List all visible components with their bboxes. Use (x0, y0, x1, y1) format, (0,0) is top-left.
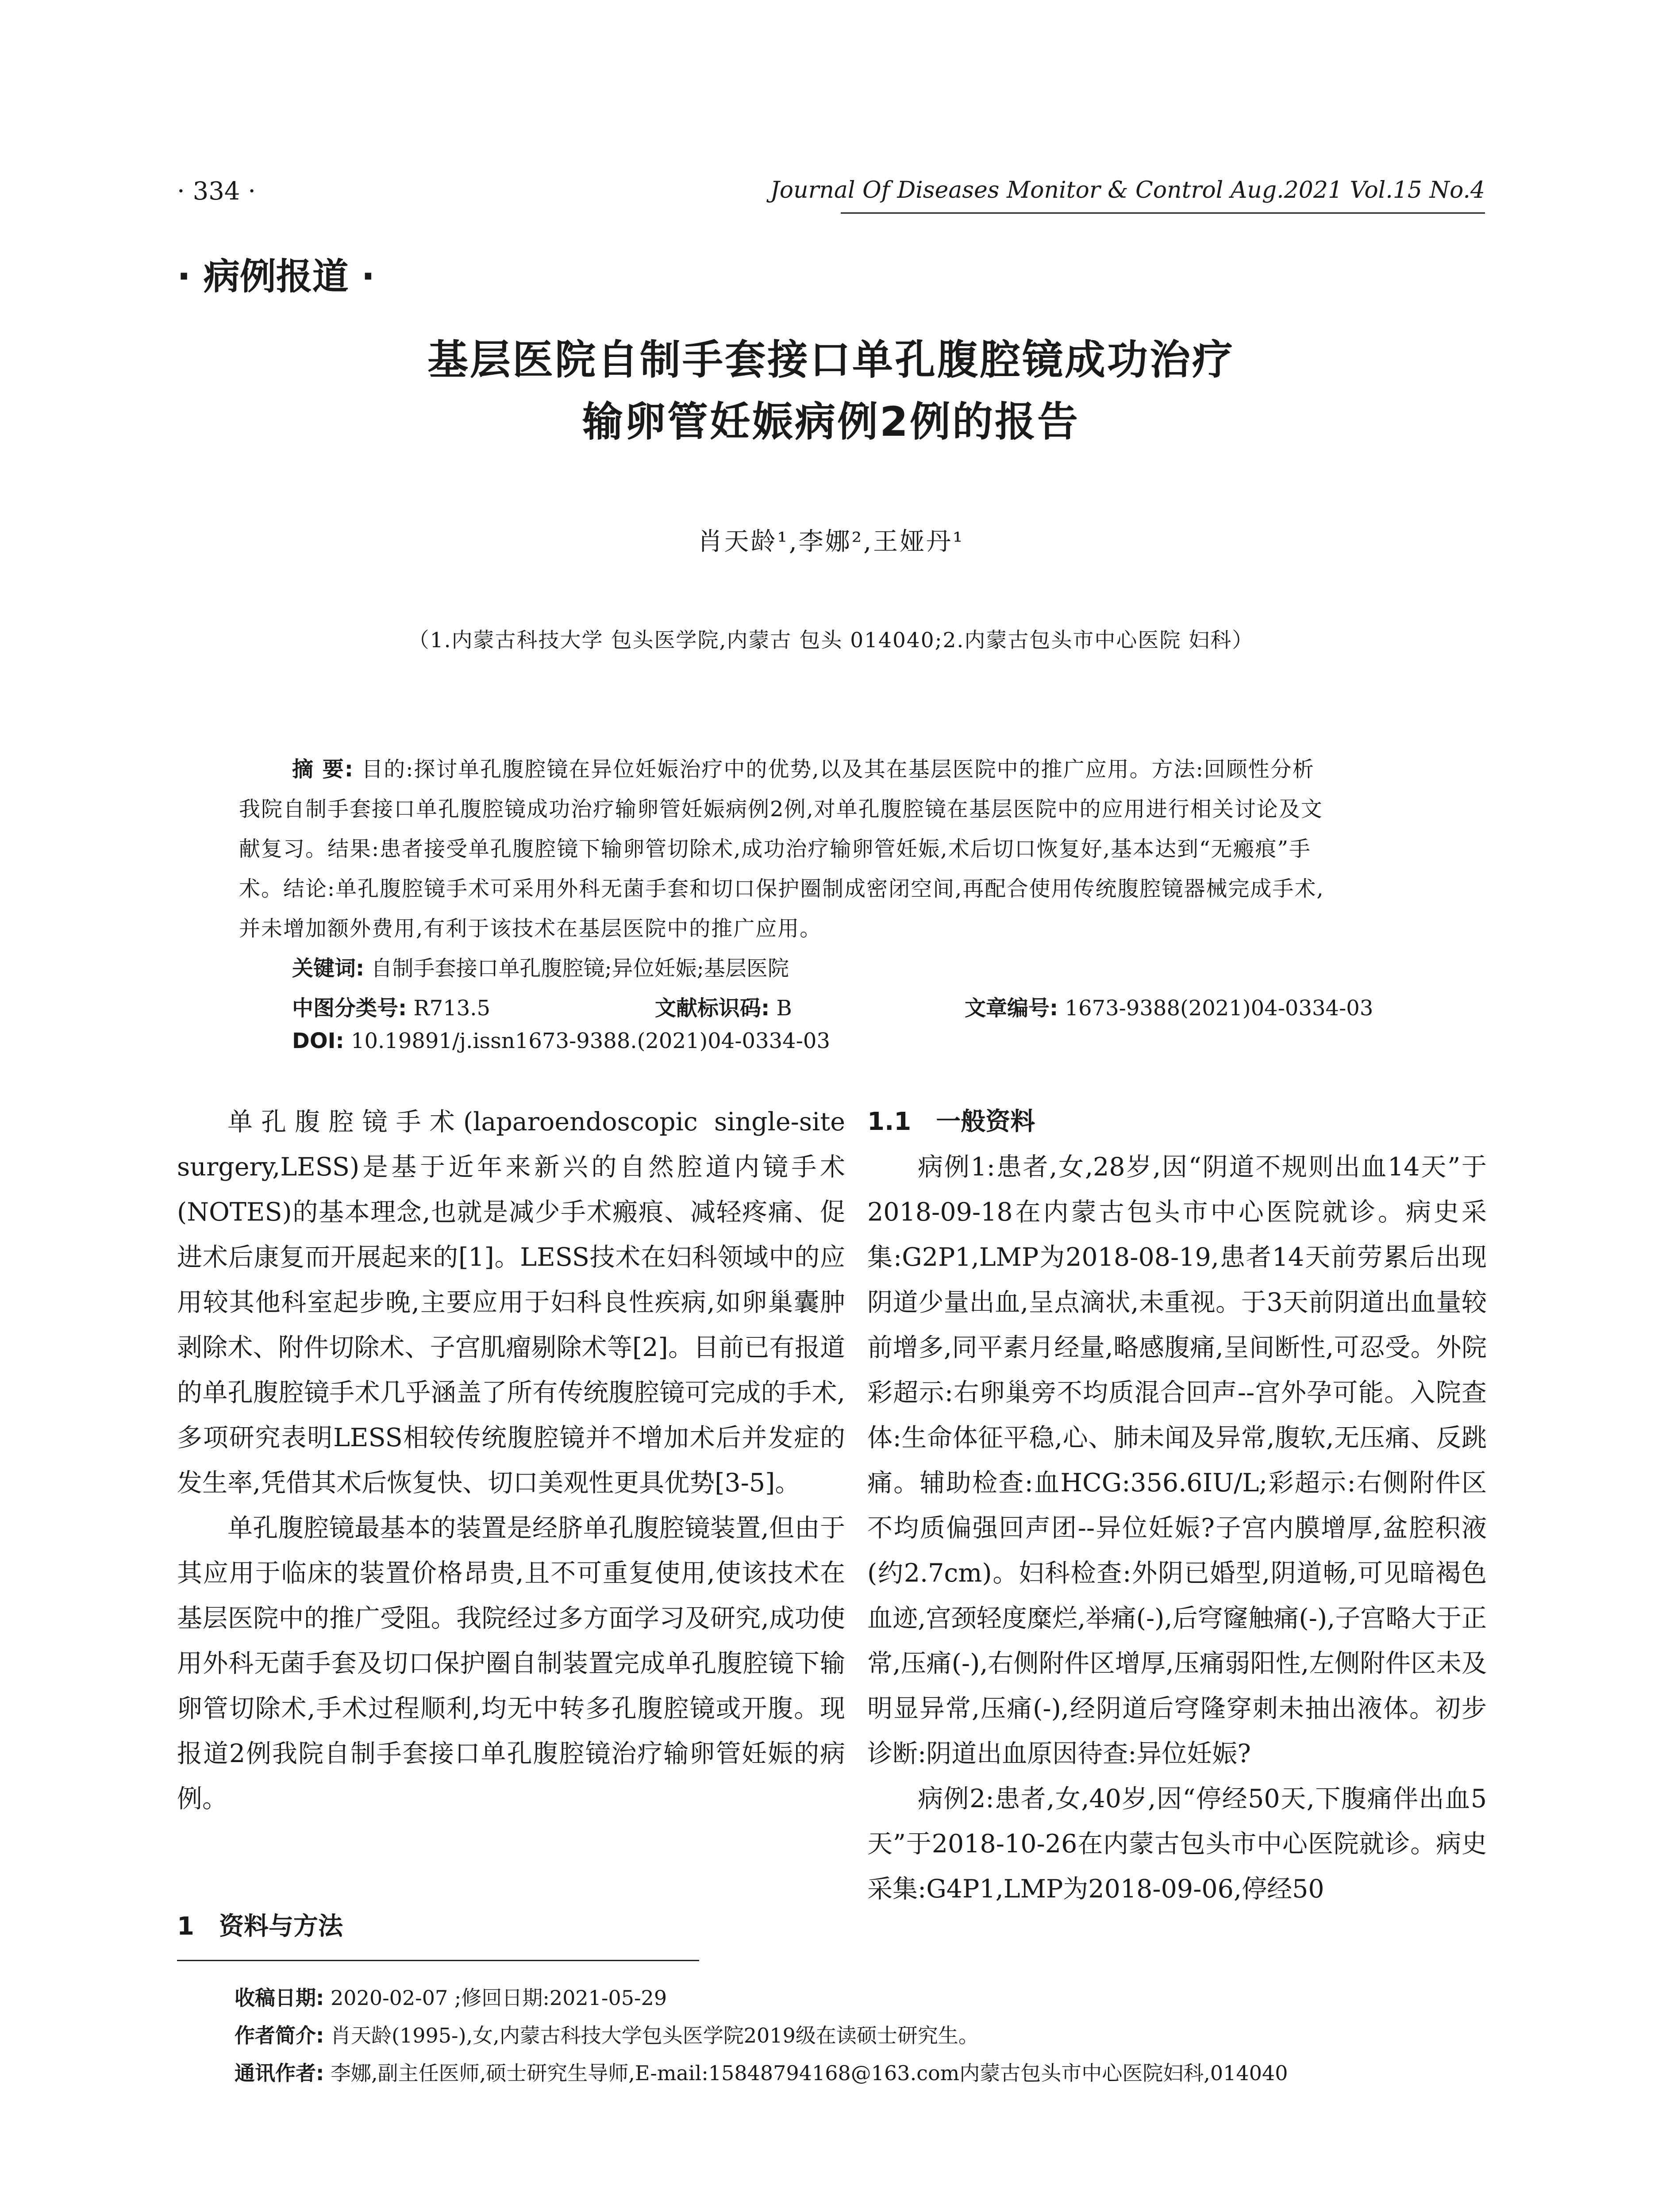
footnote-author-bio (235, 2020, 979, 2049)
author-bio-value: 肖天龄(1995-),女,内蒙古科技大学包头医学院2019级在读硕士研究生。 (331, 2024, 979, 2047)
corresponding-value: 李娜,副主任医师,硕士研究生导师,E-mail:15848794168@163.com内蒙古包头市中心医院妇科,014040 (331, 2061, 1288, 2085)
keywords (292, 951, 789, 982)
journal-citation: Journal Of Diseases Monitor & Control Aug.2021 Vol.15 No.4 (770, 177, 1485, 204)
author-list: 肖天龄¹,李娜²,王娅丹¹ (697, 527, 965, 556)
footnote-corresponding (235, 2057, 1288, 2086)
corresponding-label: 通讯作者: (235, 2061, 324, 2085)
author-affiliation: （1.内蒙古科技大学 包头医学院,内蒙古 包头 014040;2.内蒙古包头市中心医院 妇科） (408, 628, 1254, 653)
body-paragraph: 病例2:患者,女,40岁,因“停经50天,下腹痛伴出血5天”于2018-10-26在内蒙古包头市中心医院就诊。病史采集:G4P1,LMP为2018-09-06,停经50 (867, 1784, 1487, 1904)
doccode-value: B (776, 996, 792, 1021)
abstract-line-1 (292, 752, 1315, 783)
author-bio-label: 作者简介: (235, 2024, 324, 2047)
keywords-text: 自制手套接口单孔腹腔镜;异位妊娠;基层医院 (371, 956, 789, 981)
clc-label: 中图分类号: (292, 996, 407, 1021)
doccode-label: 文献标识码: (655, 996, 770, 1021)
body-paragraph: 病例1:患者,女,28岁,因“阴道不规则出血14天”于2018-09-18在内蒙古包头市中心医院就诊。病史采集:G2P1,LMP为2018-08-19,患者14天前劳累后出现阴道少量出血,呈点滴状,未重视。于3天前阴道出血量较前增多,同平素月经量,略感腹痛,呈间断性,可忍受。外院彩超示:右卵巢旁不均质混合回声--宫外孕可能。入院查体:生命体征平稳,心、肺未闻及异常,腹软,无压痛、反跳痛。辅助检查:血HCG:356.6IU/L;彩超示:右侧附件区不均质偏强回声团--异位妊娠?子宫内膜增厚,盆腔积液(约2.7cm)。妇科检查:外阴已婚型,阴道畅,可见暗褐色血迹,宫颈轻度糜烂,举痛(-),后穹窿触痛(-),子宫略大于正常,压痛(-),右侧附件区增厚,压痛弱阳性,左侧附件区未及明显异常,压痛(-),经阴道后穹隆穿刺未抽出液体。初步诊断:阴道出血原因待查:异位妊娠? (867, 1152, 1487, 1768)
body-right-column (867, 1099, 1487, 1912)
body-paragraph: 单孔腹腔镜最基本的装置是经脐单孔腹腔镜装置,但由于其应用于临床的装置价格昂贵,且不可重复使用,使该技术在基层医院中的推广受阻。我院经过多方面学习及研究,成功使用外科无菌手套及切口保护圈自制装置完成单孔腹腔镜下输卵管切除术,手术过程顺利,均无中转多孔腹腔镜或开腹。现报道2例我院自制手套接口单孔腹腔镜治疗输卵管妊娠的病例。 (177, 1513, 845, 1813)
abstract-line-4: 术。结论:单孔腹腔镜手术可采用外科无菌手套和切口保护圈制成密闭空间,再配合使用传统腹腔镜器械完成手术, (239, 876, 1324, 901)
clc-number (292, 991, 490, 1022)
section-heading-1-1: 1.1 一般资料 (867, 1107, 1035, 1136)
article-title-line-2: 输卵管妊娠病例2例的报告 (582, 398, 1080, 445)
received-value: 2020-02-07 ;修回日期:2021-05-29 (331, 1986, 667, 2010)
body-paragraph: 单孔腹腔镜手术(laparoendoscopic single-site surgery,LESS)是基于近年来新兴的自然腔道内镜手术(NOTES)的基本理念,也就是减少手术瘢痕、减轻疼痛、促进术后康复而开展起来的[1]。LESS技术在妇科领域中的应用较其他科室起步晚,主要应用于妇科良性疾病,如卵巢囊肿剥除术、附件切除术、子宫肌瘤剔除术等[2]。目前已有报道的单孔腹腔镜手术几乎涵盖了所有传统腹腔镜可完成的手术,多项研究表明LESS相较传统腹腔镜并不增加术后并发症的发生率,凭借其术后恢复快、切口美观性更具优势[3-5]。 (177, 1107, 845, 1498)
article-number-value: 1673-9388(2021)04-0334-03 (1065, 996, 1373, 1021)
section-label: · 病例报道 · (177, 256, 375, 298)
abstract-line-5: 并未增加额外费用,有利于该技术在基层医院中的推广应用。 (239, 916, 822, 941)
footnote-received (235, 1982, 667, 2011)
doi-value: 10.19891/j.issn1673-9388.(2021)04-0334-03 (350, 1029, 830, 1053)
abstract-label: 摘 要: (292, 757, 354, 782)
body-left-column (177, 1099, 845, 1821)
article-number (965, 991, 1373, 1022)
document-code (655, 991, 792, 1022)
article-number-label: 文章编号: (965, 996, 1058, 1021)
doi (292, 1029, 830, 1053)
running-head (0, 177, 1662, 217)
footnote-rule (177, 1960, 699, 1961)
abstract-line-3: 献复习。结果:患者接受单孔腹腔镜下输卵管切除术,成功治疗输卵管妊娠,术后切口恢复好,基本达到“无瘢痕”手 (239, 837, 1312, 861)
clc-value: R713.5 (413, 996, 491, 1021)
keywords-label: 关键词: (292, 956, 365, 981)
article-title-line-1: 基层医院自制手套接口单孔腹腔镜成功治疗 (427, 336, 1235, 384)
abstract-line-2: 我院自制手套接口单孔腹腔镜成功治疗输卵管妊娠病例2例,对单孔腹腔镜在基层医院中的应用进行相关讨论及文 (239, 797, 1323, 822)
received-label: 收稿日期: (235, 1986, 324, 2010)
section-heading-1: 1 资料与方法 (177, 1912, 343, 1941)
doi-label: DOI: (292, 1029, 344, 1053)
header-rule (841, 212, 1485, 214)
abstract-text: 目的:探讨单孔腹腔镜在异位妊娠治疗中的优势,以及其在基层医院中的推广应用。方法:回顾性分析 (362, 757, 1315, 782)
page-number: · 334 · (177, 177, 256, 206)
